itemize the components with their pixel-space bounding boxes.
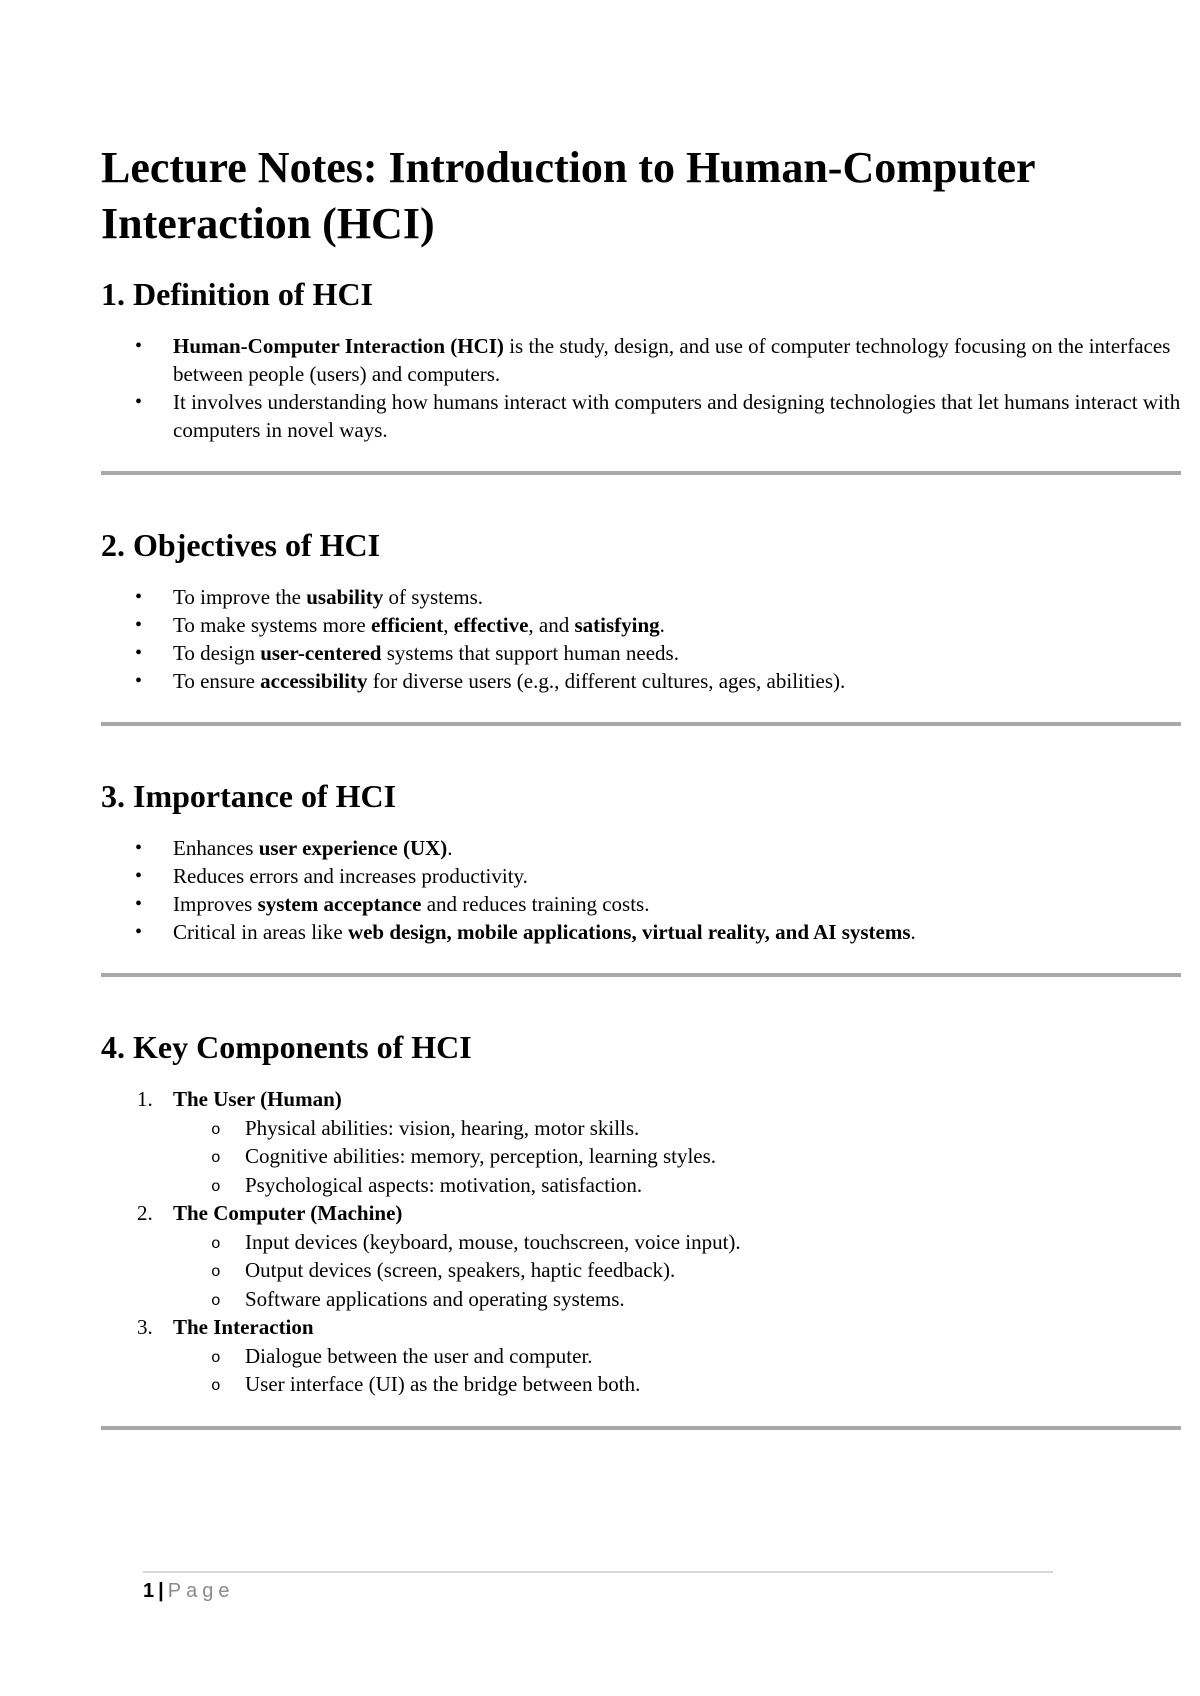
sub-item [173,1342,1181,1371]
circle-bullet-icon: o [211,1149,221,1167]
item-text: is the study, design, and use of computer technology focusing on the interfaces between people (users) and computers. [173,334,1171,386]
footer-separator: | [158,1580,164,1602]
item-text: To design [173,641,261,665]
list-item [101,862,1181,890]
bullet-list [101,583,1181,695]
bold-term: efficient [371,613,444,637]
horizontal-divider [101,722,1181,726]
item-text: . [447,836,453,860]
bullet-icon: • [135,642,143,664]
bold-term: Human-Computer Interaction (HCI) [173,334,504,358]
item-label: The User (Human) [173,1087,342,1111]
list-item [101,388,1181,444]
page-footer [143,1571,1053,1605]
footer-divider [143,1571,1053,1573]
bold-term: usability [306,585,384,609]
sub-item-text: User interface (UI) as the bridge between both. [245,1372,641,1396]
item-number: 3. [137,1315,153,1339]
item-text: , [443,613,454,637]
list-item [101,890,1181,918]
list-item [101,918,1181,946]
bullet-icon: • [135,921,143,943]
bold-term: satisfying [574,613,660,637]
bullet-icon: • [135,335,143,357]
horizontal-divider [101,1426,1181,1430]
bullet-list [101,834,1181,946]
bold-term: effective [453,613,529,637]
document-page [101,140,1181,1430]
page-word: Page [167,1580,235,1602]
item-text: , and [528,613,575,637]
bullet-icon: • [135,865,143,887]
sub-item-text: Input devices (keyboard, mouse, touchscreen, voice input). [245,1229,741,1254]
item-number: 2. [137,1201,153,1225]
sub-list [173,1342,1181,1399]
circle-bullet-icon: o [211,1177,221,1196]
section-key-components [101,1027,1181,1430]
sub-item [173,1256,1181,1285]
item-text: To make systems more [173,613,371,637]
sub-list [173,1114,1181,1200]
bold-term: user experience (UX) [258,836,448,860]
bullet-icon: • [135,614,143,636]
document-title: Lecture Notes: Introduction to Human-Computer Interaction (HCI) [101,143,1035,248]
item-text: Enhances [173,836,259,860]
bullet-icon: • [135,586,143,608]
item-text: Critical in areas like [173,920,348,944]
list-item [101,667,1181,695]
sub-item [173,1171,1181,1200]
item-text: Reduces errors and increases productivity. [173,864,528,888]
circle-bullet-icon: o [211,1291,221,1310]
list-item [101,834,1181,862]
section-importance [101,776,1181,977]
sub-item-text: Output devices (screen, speakers, haptic feedback). [245,1258,676,1282]
sub-list [173,1228,1181,1314]
bold-term: web design, mobile applications, virtual reality, and AI systems [347,920,911,944]
horizontal-divider [101,471,1181,475]
footer-page-label [143,1577,1053,1605]
item-text: Improves [173,892,258,916]
item-text: and reduces training costs. [421,892,650,916]
bold-term: user-centered [260,641,382,665]
bullet-icon: • [135,391,143,413]
sub-item-text: Dialogue between the user and computer. [245,1343,593,1368]
sub-item-text: Psychological aspects: motivation, satisfaction. [245,1172,643,1197]
numbered-list [101,1085,1181,1399]
item-number: 1. [137,1087,153,1111]
section-heading: 3. Importance of HCI [101,778,397,814]
circle-bullet-icon: o [211,1348,221,1367]
sub-item [173,1142,1181,1171]
item-label: The Interaction [173,1315,314,1339]
sub-item-text: Software applications and operating systems. [245,1286,625,1311]
item-text: for diverse users (e.g., different cultures, ages, abilities). [367,669,846,693]
section-objectives [101,525,1181,726]
bullet-icon: • [135,837,143,859]
bold-term: system acceptance [257,892,422,916]
numbered-item-computer [101,1199,1181,1313]
circle-bullet-icon: o [211,1377,221,1395]
sub-item [173,1228,1181,1257]
list-item [101,611,1181,639]
list-item [101,583,1181,611]
section-heading: 4. Key Components of HCI [101,1029,472,1065]
sub-item [173,1285,1181,1314]
numbered-item-interaction [101,1313,1181,1399]
sub-item [173,1114,1181,1143]
circle-bullet-icon: o [211,1234,221,1253]
section-definition [101,274,1181,475]
sub-item-text: Cognitive abilities: memory, perception, learning styles. [245,1144,717,1168]
item-text: of systems. [383,585,484,609]
horizontal-divider [101,973,1181,977]
section-heading: 1. Definition of HCI [101,276,373,312]
circle-bullet-icon: o [211,1263,221,1281]
item-label: The Computer (Machine) [173,1201,403,1225]
item-text: . [910,920,916,944]
sub-item [173,1370,1181,1399]
item-text: To improve the [173,585,307,609]
item-text: It involves understanding how humans interact with computers and designing technologies that let humans interact with computers in novel ways. [173,390,1181,442]
bullet-icon: • [135,893,143,915]
item-text: . [659,613,665,637]
section-heading: 2. Objectives of HCI [101,527,381,563]
numbered-item-user [101,1085,1181,1199]
sub-item-text: Physical abilities: vision, hearing, motor skills. [245,1115,640,1140]
bullet-icon: • [135,670,143,692]
list-item [101,332,1181,388]
bullet-list [101,332,1181,444]
bold-term: accessibility [260,669,368,693]
item-text: To ensure [173,669,261,693]
circle-bullet-icon: o [211,1120,221,1139]
page-number: 1 [143,1580,155,1602]
item-text: systems that support human needs. [381,641,679,665]
list-item [101,639,1181,667]
